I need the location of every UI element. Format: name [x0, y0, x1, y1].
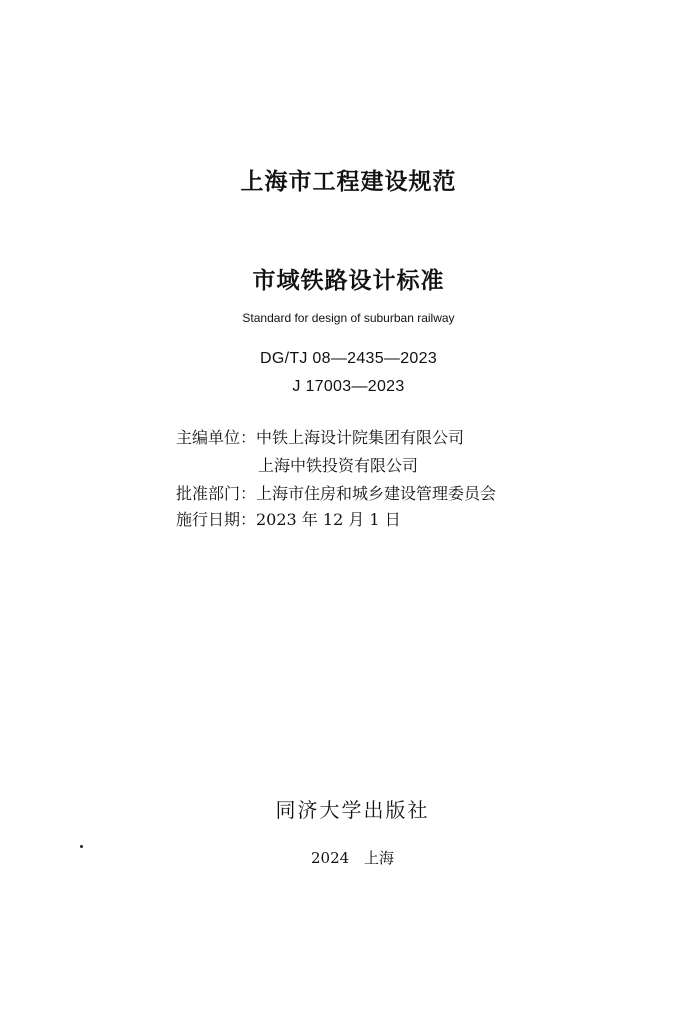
chief-editor-unit-2: 上海中铁投资有限公司: [258, 456, 419, 475]
record-code: J 17003—2023: [292, 378, 405, 395]
standard-code: DG/TJ 08—2435—2023: [259, 350, 438, 367]
approval-department: 批准部门：上海市住房和城乡建设管理委员会: [176, 484, 497, 503]
publish-year-place: 2024 上海: [311, 849, 394, 867]
document-title: 市域铁路设计标准: [252, 268, 445, 294]
series-title: 上海市工程建设规范: [240, 169, 457, 195]
english-subtitle: Standard for design of suburban railway: [242, 311, 455, 325]
publisher-name: 同济大学出版社: [275, 798, 430, 822]
chief-editor-unit: 主编单位：中铁上海设计院集团有限公司: [176, 428, 465, 447]
effective-date: 施行日期：2023 年 12 月 1 日: [176, 510, 401, 529]
